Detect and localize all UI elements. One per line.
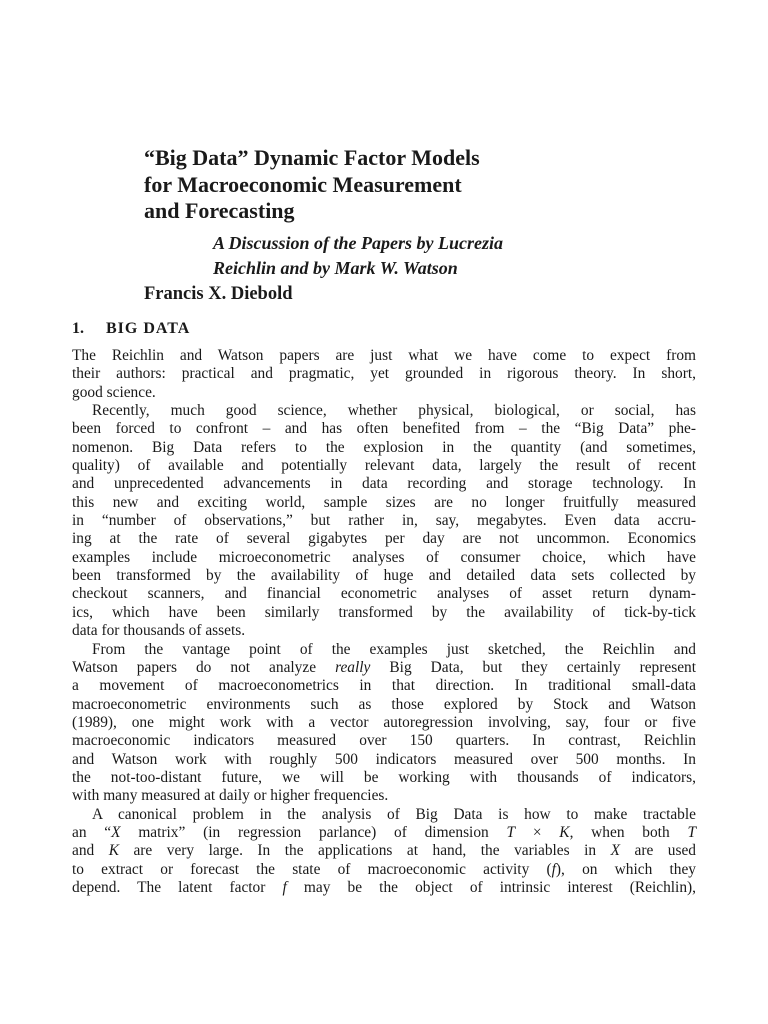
text-line: with many measured at daily or higher frequencies. [72, 787, 389, 805]
text-line: The Reichlin and Watson papers are just what we have come to expect from [72, 347, 696, 364]
subtitle-line: Reichlin and by Mark W. Watson [213, 258, 458, 278]
text-line: checkout scanners, and financial econometric analyses of asset return dynam- [72, 585, 696, 603]
text-line: examples include microeconometric analyses of consumer choice, which have [72, 548, 696, 566]
text-line: Recently, much good science, whether physical, biological, or social, has [92, 402, 696, 420]
text-line: and Watson work with roughly 500 indicators measured over 500 months. In [72, 750, 696, 768]
text-line: macroeconomic indicators measured over 150 quarters. In contrast, Reichlin [72, 732, 696, 750]
text-line: this new and exciting world, sample sizes are no longer fruitfully measured [72, 493, 696, 511]
text-line: (1989), one might work with a vector autoregression involving, say, four or five [72, 713, 696, 731]
text-line: depend. The latent factor f may be the object of intrinsic interest (Reichlin), [72, 878, 696, 896]
paper-title [144, 145, 704, 225]
author-name: Francis X. Diebold [144, 284, 293, 304]
text-line: been transformed by the availability of huge and detailed data sets collected by [72, 567, 696, 585]
paper-subtitle [213, 231, 503, 281]
text-line: ics, which have been similarly transformed by the availability of tick-by-tick [72, 603, 696, 621]
text-line: and unprecedented advancements in data recording and storage technology. In [72, 475, 696, 493]
text-line: in “number of observations,” but rather in, say, megabytes. Even data accru- [72, 512, 696, 530]
section-heading [72, 320, 190, 338]
text-line: their authors: practical and pragmatic, yet grounded in rigorous theory. In short, [72, 365, 696, 383]
text-line: data for thousands of assets. [72, 622, 246, 640]
text-line: been forced to confront – and has often benefited from – the “Big Data” phe- [72, 420, 696, 438]
title-line: and Forecasting [144, 198, 295, 223]
text-line: the not-too-distant future, we will be working with thousands of indicators, [72, 768, 696, 786]
text-line: ing at the rate of several gigabytes per day are not uncommon. Economics [72, 530, 696, 548]
title-line: for Macroeconomic Measurement [144, 171, 462, 197]
text-line: nomenon. Big Data refers to the explosion in the quantity (and sometimes, [72, 438, 696, 456]
text-line: to extract or forecast the state of macroeconomic activity (f), on which they [72, 860, 696, 878]
text-line: a movement of macroeconometrics in that direction. In traditional small-data [72, 677, 696, 695]
text-line: From the vantage point of the examples just sketched, the Reichlin and [92, 640, 696, 658]
body-text [72, 347, 696, 897]
section-title: BIG DATA [106, 320, 191, 337]
title-line: “Big Data” Dynamic Factor Models [144, 145, 480, 170]
text-line: quality) of available and potentially relevant data, largely the result of recent [72, 457, 696, 475]
text-line: good science. [72, 383, 156, 401]
text-line: A canonical problem in the analysis of Big Data is how to make tractable [92, 805, 696, 823]
text-line: macroeconometric environments such as those explored by Stock and Watson [72, 695, 696, 713]
section-number: 1. [72, 320, 84, 337]
text-line: Watson papers do not analyze really Big Data, but they certainly represent [72, 658, 696, 676]
subtitle-line: A Discussion of the Papers by Lucrezia [213, 233, 504, 253]
text-line: an “X matrix” (in regression parlance) of dimension T × K, when both T [72, 823, 696, 841]
text-line: and K are very large. In the applications at hand, the variables in X are used [72, 842, 696, 860]
